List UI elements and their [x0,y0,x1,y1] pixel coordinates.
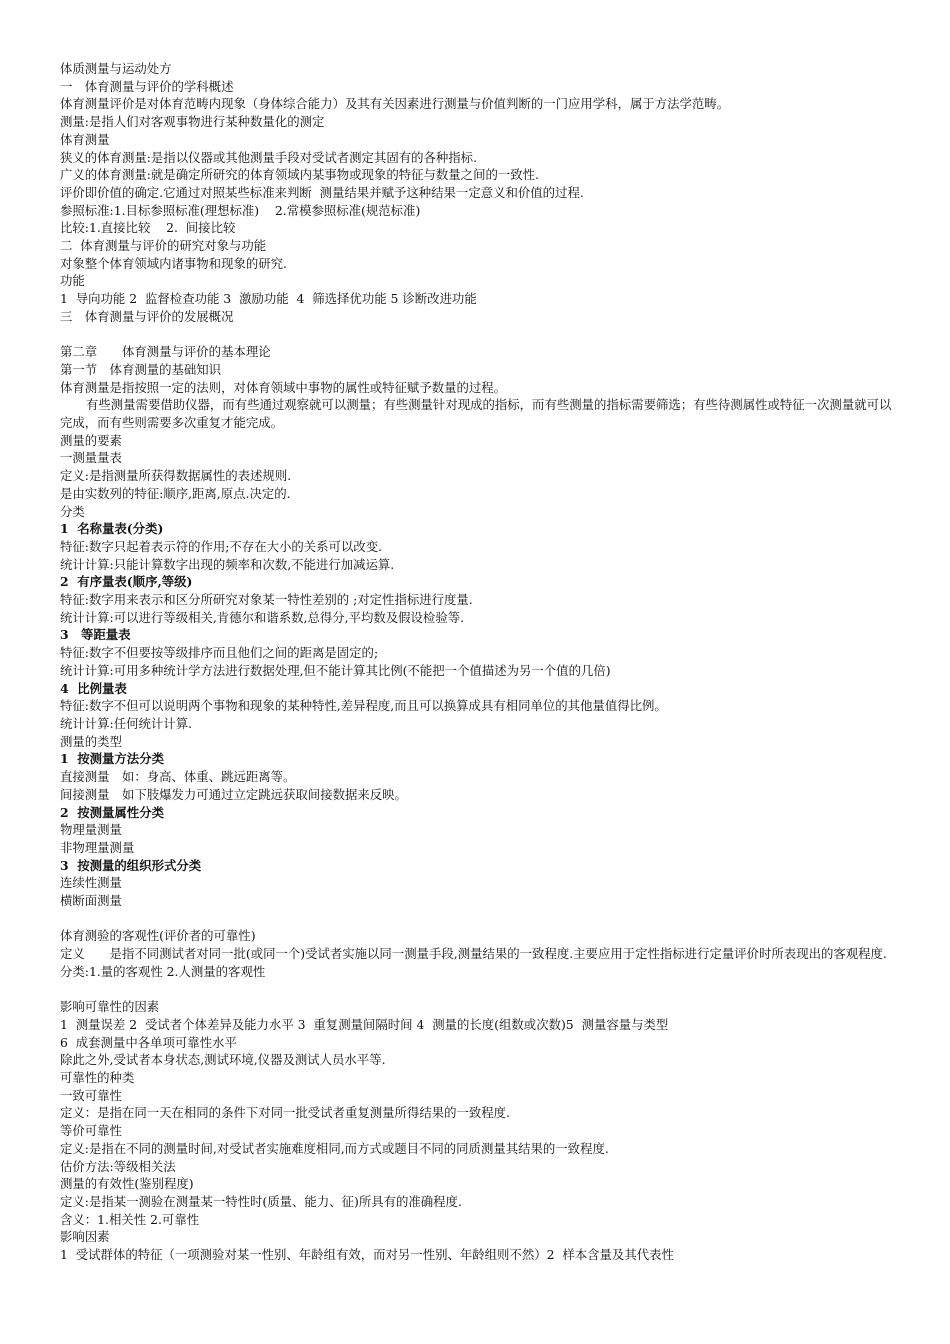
text-line: 狭义的体育测量:是指以仪器或其他测量手段对受试者测定其固有的各种指标. [60,149,478,165]
text-line: 1 导向功能 2 监督检查功能 3 激励功能 4 筛选择优功能 5 诊断改进功能 [60,291,477,307]
text-line: 测量的类型 [60,733,122,749]
text-line: 统计计算:可用多种统计学方法进行数据处理,但不能计算其比例(不能把一个值描述为另一个值的几倍) [60,662,611,678]
text-line: 评价即价值的确定.它通过对照某些标准来判断 测量结果并赋予这种结果一定意义和价值的过程. [60,184,584,200]
text-line: 横断面测量 [60,893,122,909]
text-line: 是由实数列的特征:顺序,距离,原点.决定的. [60,485,291,501]
text-line: 1 受试群体的特征（一项测验对某一性别、年龄组有效，而对另一性别、年龄组则不然）2 样本含量及其代表性 [60,1247,674,1263]
text-line: 3 等距量表 [60,627,131,643]
text-line: 特征:数字不但要按等级排序而且他们之间的距离是固定的; [60,645,379,661]
text-line: 特征:数字用来表示和区分所研究对象某一特性差别的 ;对定性指标进行度量. [60,592,473,608]
text-line: 三 体育测量与评价的发展概况 [60,308,234,324]
text-line: 定义:是指测量所获得数据属性的表述规则. [60,468,292,484]
text-line: 4 比例量表 [60,680,127,696]
blank-line [60,326,895,344]
text-line: 影响因素 [60,1229,110,1245]
text-line: 分类 [60,503,85,519]
blank-line [60,981,895,999]
text-line: 连续性测量 [60,875,122,891]
text-line: 2 按测量属性分类 [60,804,164,820]
text-line: 估价方法:等级相关法 [60,1158,176,1174]
text-line: 统计计算:可以进行等级相关,肯德尔和谐系数,总得分,平均数及假设检验等. [60,609,465,625]
text-line: 3 按测量的组织形式分类 [60,857,202,873]
text-line: 功能 [60,273,85,289]
text-line: 直接测量 如：身高、体重、跳远距离等。 [60,769,296,785]
text-line: 6 成套测量中各单项可靠性水平 [60,1034,237,1050]
text-line: 一测量量表 [60,450,122,466]
text-line: 特征:数字不但可以说明两个事物和现象的某种特性,差异程度,而且可以换算成具有相同单位的其他量值得比例。 [60,698,667,714]
document-page [60,60,895,1264]
text-line: 有些测量需要借助仪器，而有些通过观察就可以测量；有些测量针对现成的指标，而有些测量的指标需要筛选；有些待测属性或特征一次测量就可以完成，而有些则需要多次重复才能完成。 [60,397,892,431]
text-line: 1 测量误差 2 受试者个体差异及能力水平 3 重复测量间隔时间 4 测量的长度(组数或次数)5 测量容量与类型 [60,1016,669,1032]
text-line: 影响可靠性的因素 [60,999,160,1015]
text-line: 等价可靠性 [60,1123,122,1139]
text-line: 定义:是指某一测验在测量某一特性时(质量、能力、征)所具有的准确程度. [60,1193,462,1209]
text-line: 体育测量是指按照一定的法则，对体育领域中事物的属性或特征赋予数量的过程。 [60,379,507,395]
text-line: 第二章 体育测量与评价的基本理论 [60,344,271,360]
text-line: 定义：是指在同一天在相同的条件下对同一批受试者重复测量所得结果的一致程度. [60,1105,511,1121]
text-line: 定义:是指在不同的测量时间,对受试者实施难度相同,而方式或题目不同的同质测量其结果的一致程度. [60,1140,609,1156]
text-line: 一致可靠性 [60,1087,122,1103]
text-line: 2 有序量表(顺序,等级) [60,574,193,590]
text-line: 测量的有效性(鉴别程度) [60,1176,194,1192]
text-line: 非物理量测量 [60,839,135,855]
text-line: 间接测量 如下肢爆发力可通过立定跳远获取间接数据来反映。 [60,786,407,802]
text-line: 一 体育测量与评价的学科概述 [60,78,234,94]
text-line: 1 名称量表(分类) [60,521,164,537]
text-line: 体育测量评价是对体育范畴内现象（身体综合能力）及其有关因素进行测量与价值判断的一门应用学科，属于方法学范畴。 [60,96,730,112]
text-line: 物理量测量 [60,822,122,838]
text-line: 比较:1.直接比较 2. 间接比较 [60,220,236,236]
text-line: 除此之外,受试者本身状态,测试环境,仪器及测试人员水平等. [60,1052,386,1068]
text-line: 对象整个体育领域内诸事物和现象的研究. [60,255,287,271]
text-line: 含义：1.相关性 2.可靠性 [60,1211,200,1227]
text-line: 测量:是指人们对客观事物进行某种数量化的测定 [60,114,325,130]
text-line: 体育测验的客观性(评价者的可靠性) [60,928,256,944]
text-line: 体育测量 [60,131,110,147]
text-line: 特征:数字只起着表示符的作用;不存在大小的关系可以改变. [60,538,383,554]
text-line: 广义的体育测量:就是确定所研究的体育领域内某事物或现象的特征与数量之间的一致性. [60,167,539,183]
text-line: 第一节 体育测量的基础知识 [60,361,222,377]
text-line: 分类:1.量的客观性 2.人测量的客观性 [60,963,266,979]
text-line: 可靠性的种类 [60,1070,135,1086]
blank-line [60,910,895,928]
text-line: 体质测量与运动处方 [60,61,172,76]
text-line: 定义 是指不同测试者对同一批(或同一个)受试者实施以同一测量手段,测量结果的一致程度.主要应用于定性指标进行定量评价时所表现出的客观程度. [60,946,887,962]
text-line: 二 体育测量与评价的研究对象与功能 [60,238,267,254]
text-line: 统计计算:任何统计计算. [60,716,193,731]
text-line: 参照标准:1.目标参照标准(理想标准) 2.常模参照标准(规范标准) [60,202,421,218]
text-line: 测量的要素 [60,432,122,448]
text-line: 统计计算:只能计算数字出现的频率和次数,不能进行加减运算. [60,556,395,572]
text-line: 1 按测量方法分类 [60,751,164,767]
